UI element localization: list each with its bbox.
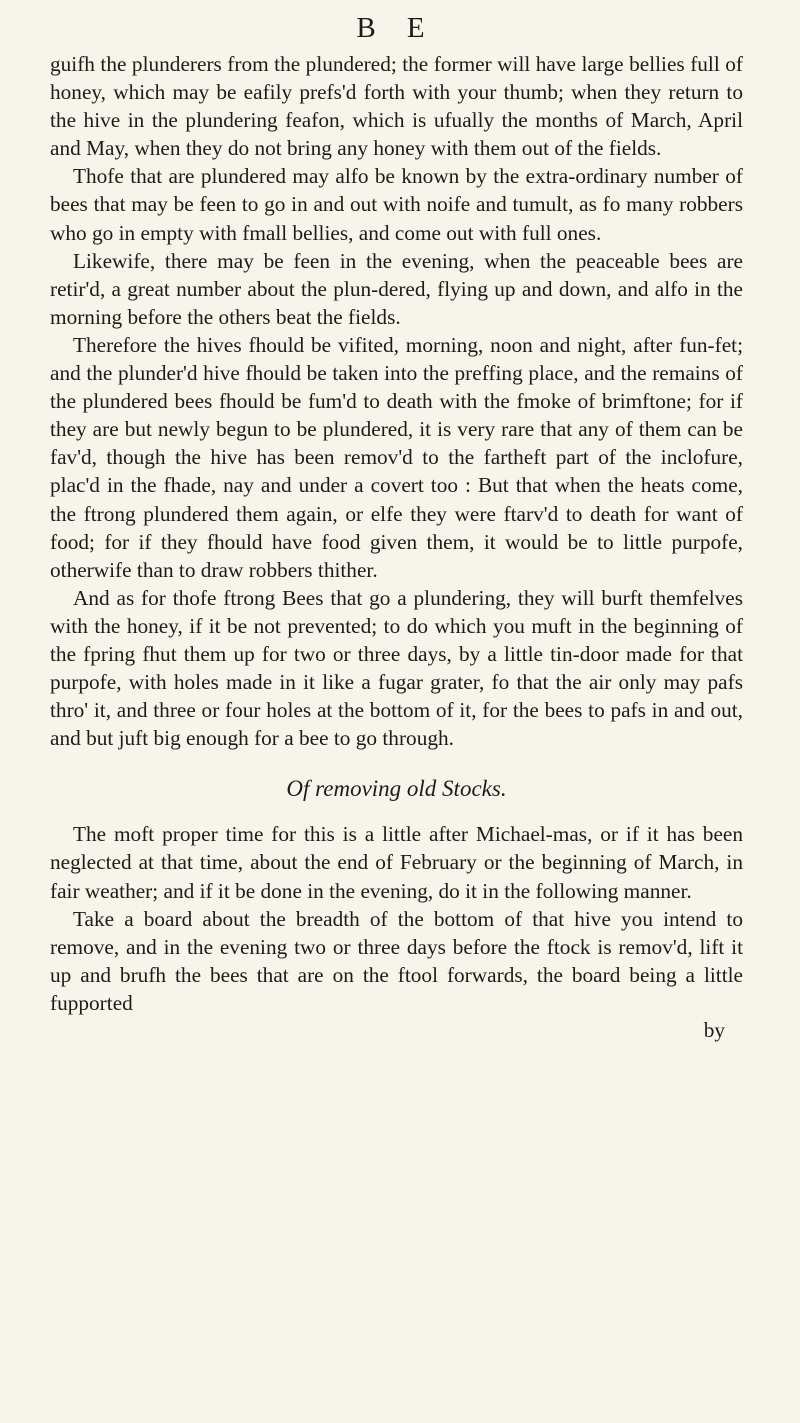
- catchword: by: [703, 1018, 725, 1042]
- paragraph: Therefore the hives fhould be vifited, morning, noon and night, after fun-fet; and the plunder'd hive fhould be taken into the preffing place, and the remains of the plundered bees fhould be fum'd to death with the fmoke of brimftone; for if they are but newly begun to be plundered, it is very rare that any of them can be fav'd, though the hive has been remov'd to the fartheft part of the inclofure, plac'd in the fhade, nay and under a covert too : But that when the heats come, the ftrong plundered them again, or elfe they were ftarv'd to death for want of food; for if they fhould have food given them, it would be to little purpofe, otherwife than to draw robbers thither.: [50, 332, 743, 582]
- paragraph: And as for thofe ftrong Bees that go a plundering, they will burft themfelves with the honey, if it be not prevented; to do which you muft in the beginning of the fpring fhut them up for two or three days, by a little tin-door made for that purpofe, with holes made in it like a fugar grater, fo that the air only may pafs thro' it, and three or four holes at the bottom of it, for the bees to pafs in and out, and but juft big enough for a bee to go through.: [50, 585, 743, 751]
- paragraph: Likewife, there may be feen in the evening, when the peaceable bees are retir'd, a great number about the plun-dered, flying up and down, and alfo in the morning before the others beat the fields.: [50, 248, 743, 329]
- paragraph-continued: guifh the plunderers from the plundered; the former will have large bellies full of honey, which may be eafily prefs'd forth with your thumb; when they return to the hive in the plundering feafon, which is ufually the months of March, April and May, when they do not bring any honey with them out of the fields.: [50, 52, 743, 161]
- paragraph: Take a board about the breadth of the bottom of that hive you intend to remove, and in the evening two or three days before the ftock is remov'd, lift it up and brufh the bees that are on the ftool forwards, the board being a little fupported: [50, 906, 743, 1015]
- section-heading: Of removing old Stocks.: [286, 776, 507, 802]
- page-body: [50, 50, 743, 1017]
- paragraph: Thofe that are plundered may alfo be known by the extra-ordinary number of bees that may be feen to go in and out with noife and tumult, as fo many robbers who go in empty with fmall bellies, and come out with full ones.: [50, 164, 743, 245]
- running-title: B E: [356, 12, 437, 44]
- paragraph: The moft proper time for this is a little after Michael-mas, or if it has been neglected at that time, about the end of February or the beginning of March, in fair weather; and if it be done in the evening, do it in the following manner.: [50, 822, 743, 903]
